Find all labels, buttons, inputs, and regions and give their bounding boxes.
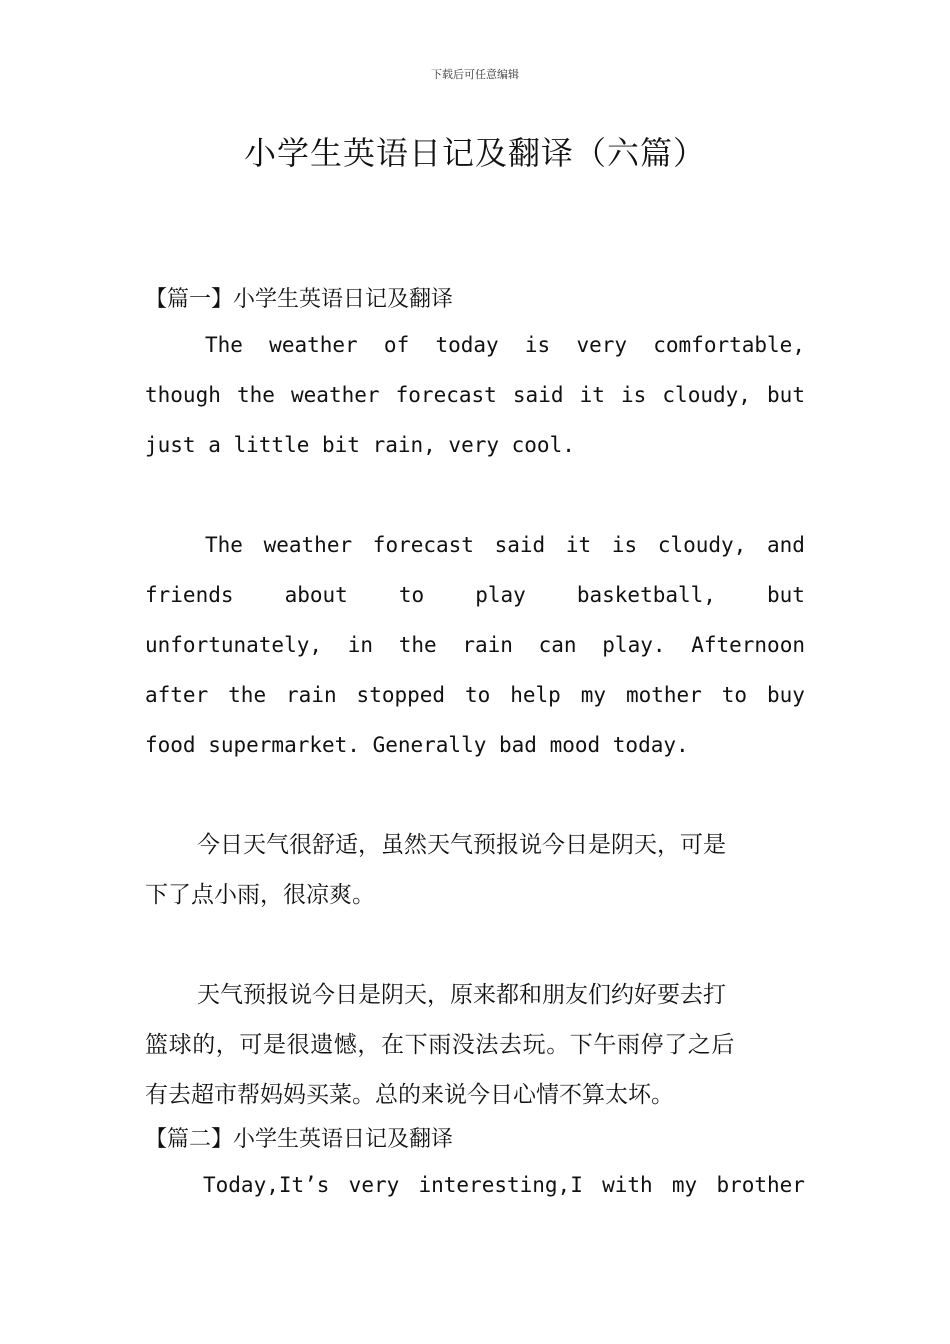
word: friends bbox=[145, 583, 234, 607]
word: though bbox=[145, 383, 221, 407]
word: the bbox=[236, 383, 275, 407]
word: weather bbox=[291, 383, 380, 407]
header-note: 下载后可任意编辑 bbox=[431, 68, 519, 81]
text-line: food supermarket. Generally bad mood today. bbox=[145, 733, 689, 757]
word: the bbox=[228, 683, 267, 707]
word: today bbox=[435, 333, 499, 357]
word: can bbox=[538, 633, 577, 657]
word: The bbox=[205, 533, 243, 557]
word: to bbox=[721, 683, 748, 707]
word: help bbox=[510, 683, 561, 707]
chinese-paragraph-2 bbox=[145, 970, 805, 1120]
word: is bbox=[611, 533, 638, 557]
text-line bbox=[145, 320, 805, 370]
text-line: just a little bit rain, very cool. bbox=[145, 433, 575, 457]
word: unfortunately, bbox=[145, 633, 323, 657]
text-line: 有去超市帮妈妈买菜。总的来说今日心情不算太坏。 bbox=[145, 1082, 674, 1108]
section-heading-1: 【篇一】小学生英语日记及翻译 bbox=[145, 287, 454, 312]
word: brother bbox=[716, 1173, 805, 1197]
text-line: 篮球的，可是很遗憾，在下雨没法去玩。下午雨停了之后 bbox=[145, 1032, 735, 1058]
word: basketball, bbox=[576, 583, 716, 607]
paragraph-gap bbox=[145, 920, 805, 970]
paragraph-gap bbox=[145, 470, 805, 520]
chinese-paragraph-1 bbox=[145, 820, 805, 920]
word: rain bbox=[286, 683, 337, 707]
word: about bbox=[284, 583, 348, 607]
word: my bbox=[580, 683, 607, 707]
word: it bbox=[565, 533, 592, 557]
word: Today,It’s bbox=[203, 1173, 330, 1197]
word: stopped bbox=[356, 683, 446, 707]
word: weather bbox=[269, 333, 358, 357]
english-paragraph-2 bbox=[145, 520, 805, 770]
word: but bbox=[767, 583, 805, 607]
text-line bbox=[145, 1160, 805, 1210]
text-line bbox=[145, 670, 805, 720]
word: said bbox=[494, 533, 546, 557]
word: interesting,I bbox=[418, 1173, 583, 1197]
word: to bbox=[398, 583, 425, 607]
word: in bbox=[347, 633, 374, 657]
word: to bbox=[465, 683, 491, 707]
text-line bbox=[145, 370, 805, 420]
word: play. bbox=[602, 633, 666, 657]
word: it bbox=[579, 383, 605, 407]
word: mother bbox=[625, 683, 702, 707]
text-line bbox=[145, 570, 805, 620]
word: cloudy, bbox=[662, 383, 751, 407]
word: buy bbox=[767, 683, 805, 707]
word: is bbox=[621, 383, 647, 407]
word: forecast bbox=[395, 383, 497, 407]
paragraph-gap bbox=[145, 770, 805, 820]
text-line: 天气预报说今日是阴天，原来都和朋友们约好要去打 bbox=[197, 982, 726, 1008]
word: the bbox=[398, 633, 437, 657]
word: but bbox=[767, 383, 805, 407]
word: cloudy, bbox=[657, 533, 747, 557]
text-line: 下了点小雨，很凉爽。 bbox=[145, 882, 375, 908]
word: The bbox=[205, 333, 243, 357]
text-line bbox=[145, 520, 805, 570]
word: play bbox=[475, 583, 526, 607]
word: is bbox=[524, 333, 551, 357]
word: of bbox=[383, 333, 410, 357]
word: rain bbox=[462, 633, 513, 657]
word: comfortable, bbox=[653, 333, 805, 357]
word: very bbox=[348, 1173, 400, 1197]
english-paragraph-3 bbox=[145, 1160, 805, 1210]
document-title: 小学生英语日记及翻译（六篇） bbox=[243, 134, 706, 172]
word: my bbox=[671, 1173, 698, 1197]
text-line: 今日天气很舒适，虽然天气预报说今日是阴天，可是 bbox=[197, 832, 726, 858]
word: after bbox=[145, 683, 209, 707]
word: and bbox=[767, 533, 805, 557]
section-heading-2: 【篇二】小学生英语日记及翻译 bbox=[145, 1127, 454, 1152]
word: very bbox=[576, 333, 628, 357]
text-line bbox=[145, 620, 805, 670]
word: said bbox=[512, 383, 564, 407]
word: forecast bbox=[372, 533, 474, 557]
english-paragraph-1 bbox=[145, 320, 805, 470]
word: with bbox=[602, 1173, 653, 1197]
word: weather bbox=[263, 533, 353, 557]
word: Afternoon bbox=[691, 633, 805, 657]
document-body bbox=[145, 280, 805, 1210]
